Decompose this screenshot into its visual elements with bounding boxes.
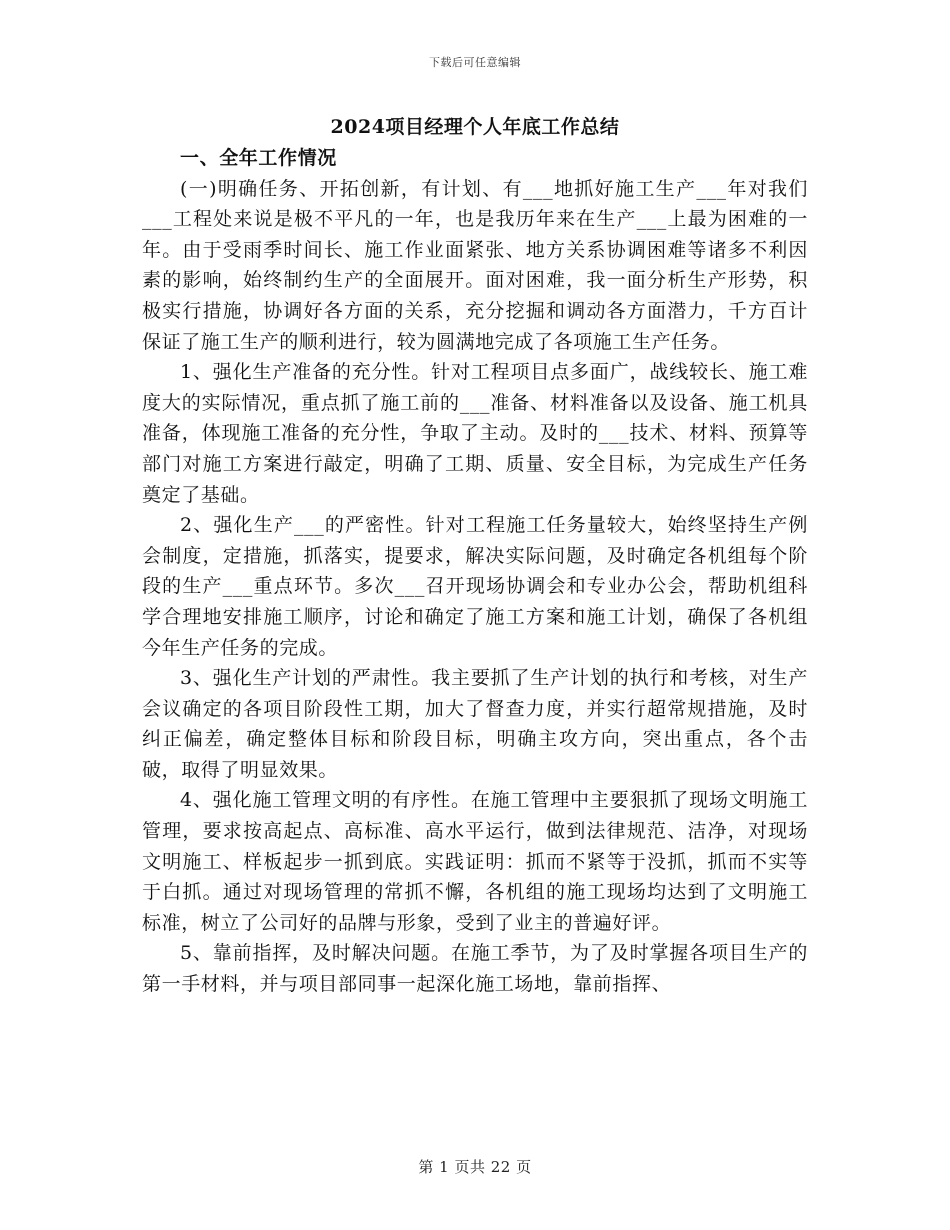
page-footer: 第 1 页共 22 页 bbox=[418, 1158, 532, 1176]
header-note: 下载后可任意编辑 bbox=[429, 56, 521, 69]
paragraph-item-3: 3、强化生产计划的严肃性。我主要抓了生产计划的执行和考核，对生产会议确定的各项目阶段性工期，加大了督查力度，并实行超常规措施，及时纠正偏差，确定整体目标和阶段目标，明确主攻方向，突出重点，各个击破，取得了明显效果。 bbox=[142, 667, 808, 781]
document-body bbox=[142, 143, 808, 1000]
paragraph-overview: (一)明确任务、开拓创新，有计划、有___地抓好施工生产___年对我们___工程处来说是极不平凡的一年，也是我历年来在生产___上最为困难的一年。由于受雨季时间长、施工作业面紧张、地方关系协调困难等诸多不利因素的影响，始终制约生产的全面展开。面对困难，我一面分析生产形势，积极实行措施，协调好各方面的关系，充分挖掘和调动各方面潜力，千方百计保证了施工生产的顺利进行，较为圆满地完成了各项施工生产任务。 bbox=[142, 177, 808, 353]
document-title: 2024项目经理个人年底工作总结 bbox=[330, 116, 620, 138]
paragraph-item-1: 1、强化生产准备的充分性。针对工程项目点多面广，战线较长、施工难度大的实际情况，重点抓了施工前的___准备、材料准备以及设备、施工机具准备，体现施工准备的充分性，争取了主动。及时的___技术、材料、预算等部门对施工方案进行敲定，明确了工期、质量、安全目标，为完成生产任务奠定了基础。 bbox=[142, 361, 808, 506]
section-heading: 一、全年工作情况 bbox=[180, 147, 337, 169]
paragraph-item-2: 2、强化生产___的严密性。针对工程施工任务量较大，始终坚持生产例会制度，定措施，抓落实，提要求，解决实际问题，及时确定各机组每个阶段的生产___重点环节。多次___召开现场协调会和专业办公会，帮助机组科学合理地安排施工顺序，讨论和确定了施工方案和施工计划，确保了各机组今年生产任务的完成。 bbox=[142, 514, 808, 659]
paragraph-item-4: 4、强化施工管理文明的有序性。在施工管理中主要狠抓了现场文明施工管理，要求按高起点、高标准、高水平运行，做到法律规范、洁净，对现场文明施工、样板起步一抓到底。实践证明：抓而不紧等于没抓，抓而不实等于白抓。通过对现场管理的常抓不懈，各机组的施工现场均达到了文明施工标准，树立了公司好的品牌与形象，受到了业主的普遍好评。 bbox=[142, 789, 808, 934]
paragraph-item-5: 5、靠前指挥，及时解决问题。在施工季节，为了及时掌握各项目生产的第一手材料，并与项目部同事一起深化施工场地，靠前指挥、 bbox=[142, 942, 808, 996]
